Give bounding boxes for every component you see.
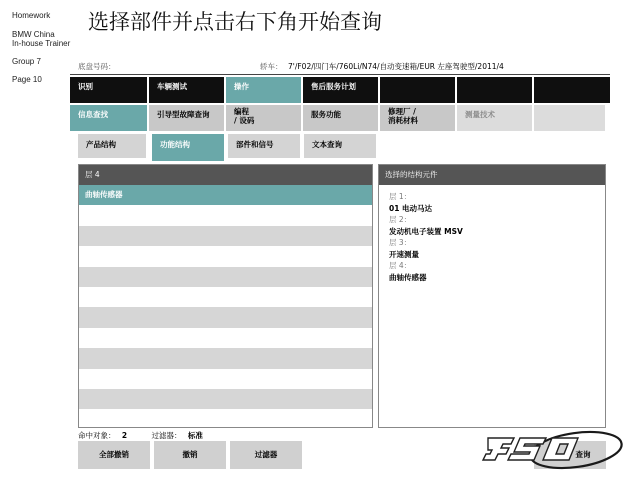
divider xyxy=(70,74,610,75)
level-list-header: 层 4 xyxy=(79,165,372,185)
nav-guided-fault-finding[interactable]: 引导型故障查询 xyxy=(149,105,224,131)
level-4-value: 曲轴传感器 xyxy=(389,272,427,282)
status-bar xyxy=(78,431,203,441)
nav-empty-1[interactable] xyxy=(380,77,455,103)
filter-button[interactable]: 过滤器 xyxy=(230,441,302,469)
nav-info-search[interactable]: 信息查找 xyxy=(70,105,147,131)
side-label-trainer: In-house Trainer xyxy=(12,39,71,48)
level-list-panel xyxy=(78,164,373,428)
list-item[interactable] xyxy=(79,267,372,287)
nav-operation[interactable]: 操作 xyxy=(226,77,301,103)
list-item[interactable] xyxy=(79,328,372,348)
selected-elements-header: 选择的结构元件 xyxy=(379,165,605,185)
tab-active-indicator xyxy=(152,158,224,161)
side-label-bmw-china: BMW China xyxy=(12,30,55,39)
tab-components-signals[interactable]: 部件和信号 xyxy=(228,134,300,158)
filter-value: 标准 xyxy=(187,431,203,440)
car-label: 轿车： xyxy=(260,62,283,71)
level-1-label: 层 1： xyxy=(389,192,412,201)
list-item[interactable] xyxy=(79,287,372,307)
list-item[interactable] xyxy=(79,409,372,429)
nav-workshop-consumables[interactable]: 修理厂 / 消耗材料 xyxy=(380,105,455,131)
list-item[interactable] xyxy=(79,307,372,327)
list-item[interactable] xyxy=(79,369,372,389)
level-2-value: 发动机电子装置 MSV xyxy=(389,226,463,236)
list-item[interactable] xyxy=(79,348,372,368)
nav-empty-4[interactable] xyxy=(534,105,605,131)
watermark-logo xyxy=(476,426,626,470)
level-4-label: 层 4： xyxy=(389,261,412,270)
diagnosis-window xyxy=(70,60,610,474)
vin-label: 底盘号码： xyxy=(78,62,116,71)
selected-elements-panel xyxy=(378,164,606,428)
nav-identification[interactable]: 识别 xyxy=(70,77,147,103)
filter-label: 过滤器： xyxy=(151,431,182,440)
list-item-crank-sensor[interactable]: 曲轴传感器 xyxy=(79,185,372,205)
car-value: 7'/F02/四门车/760Li/N74/自动变速箱/EUR 左座驾驶型/2011/4 xyxy=(288,62,504,71)
nav-empty-3[interactable] xyxy=(534,77,610,103)
list-item[interactable] xyxy=(79,389,372,409)
search-button[interactable]: 查询 xyxy=(534,441,606,469)
nav-programming[interactable]: 编程 / 设码 xyxy=(226,105,301,131)
level-2-label: 层 2： xyxy=(389,215,412,224)
vehicle-info-bar xyxy=(70,60,610,74)
tab-product-structure[interactable]: 产品结构 xyxy=(78,134,146,158)
selected-elements-list xyxy=(379,185,605,283)
nav-empty-2[interactable] xyxy=(457,77,532,103)
tab-function-structure[interactable]: 功能结构 xyxy=(152,134,224,158)
cancel-all-button[interactable]: 全部撤销 xyxy=(78,441,150,469)
cancel-button[interactable]: 撤销 xyxy=(154,441,226,469)
level-3-value: 开速测量 xyxy=(389,249,419,259)
slide-title: 选择部件并点击右下角开始查询 xyxy=(88,10,382,34)
tab-text-search[interactable]: 文本查询 xyxy=(304,134,376,158)
list-item[interactable] xyxy=(79,246,372,266)
side-label-homework: Homework xyxy=(12,11,51,20)
side-label-page: Page 10 xyxy=(12,75,42,84)
nav-service-functions[interactable]: 服务功能 xyxy=(303,105,378,131)
hits-value: 2 xyxy=(121,431,128,440)
level-1-value: 01 电动马达 xyxy=(389,203,433,213)
list-item[interactable] xyxy=(79,205,372,225)
list-item[interactable] xyxy=(79,226,372,246)
side-label-group: Group 7 xyxy=(12,57,41,66)
hits-label: 命中对象： xyxy=(78,431,116,440)
nav-service-plan[interactable]: 售后服务计划 xyxy=(303,77,378,103)
nav-vehicle-test[interactable]: 车辆测试 xyxy=(149,77,224,103)
level-3-label: 层 3： xyxy=(389,238,412,247)
nav-measurement[interactable]: 测量技术 xyxy=(457,105,532,131)
